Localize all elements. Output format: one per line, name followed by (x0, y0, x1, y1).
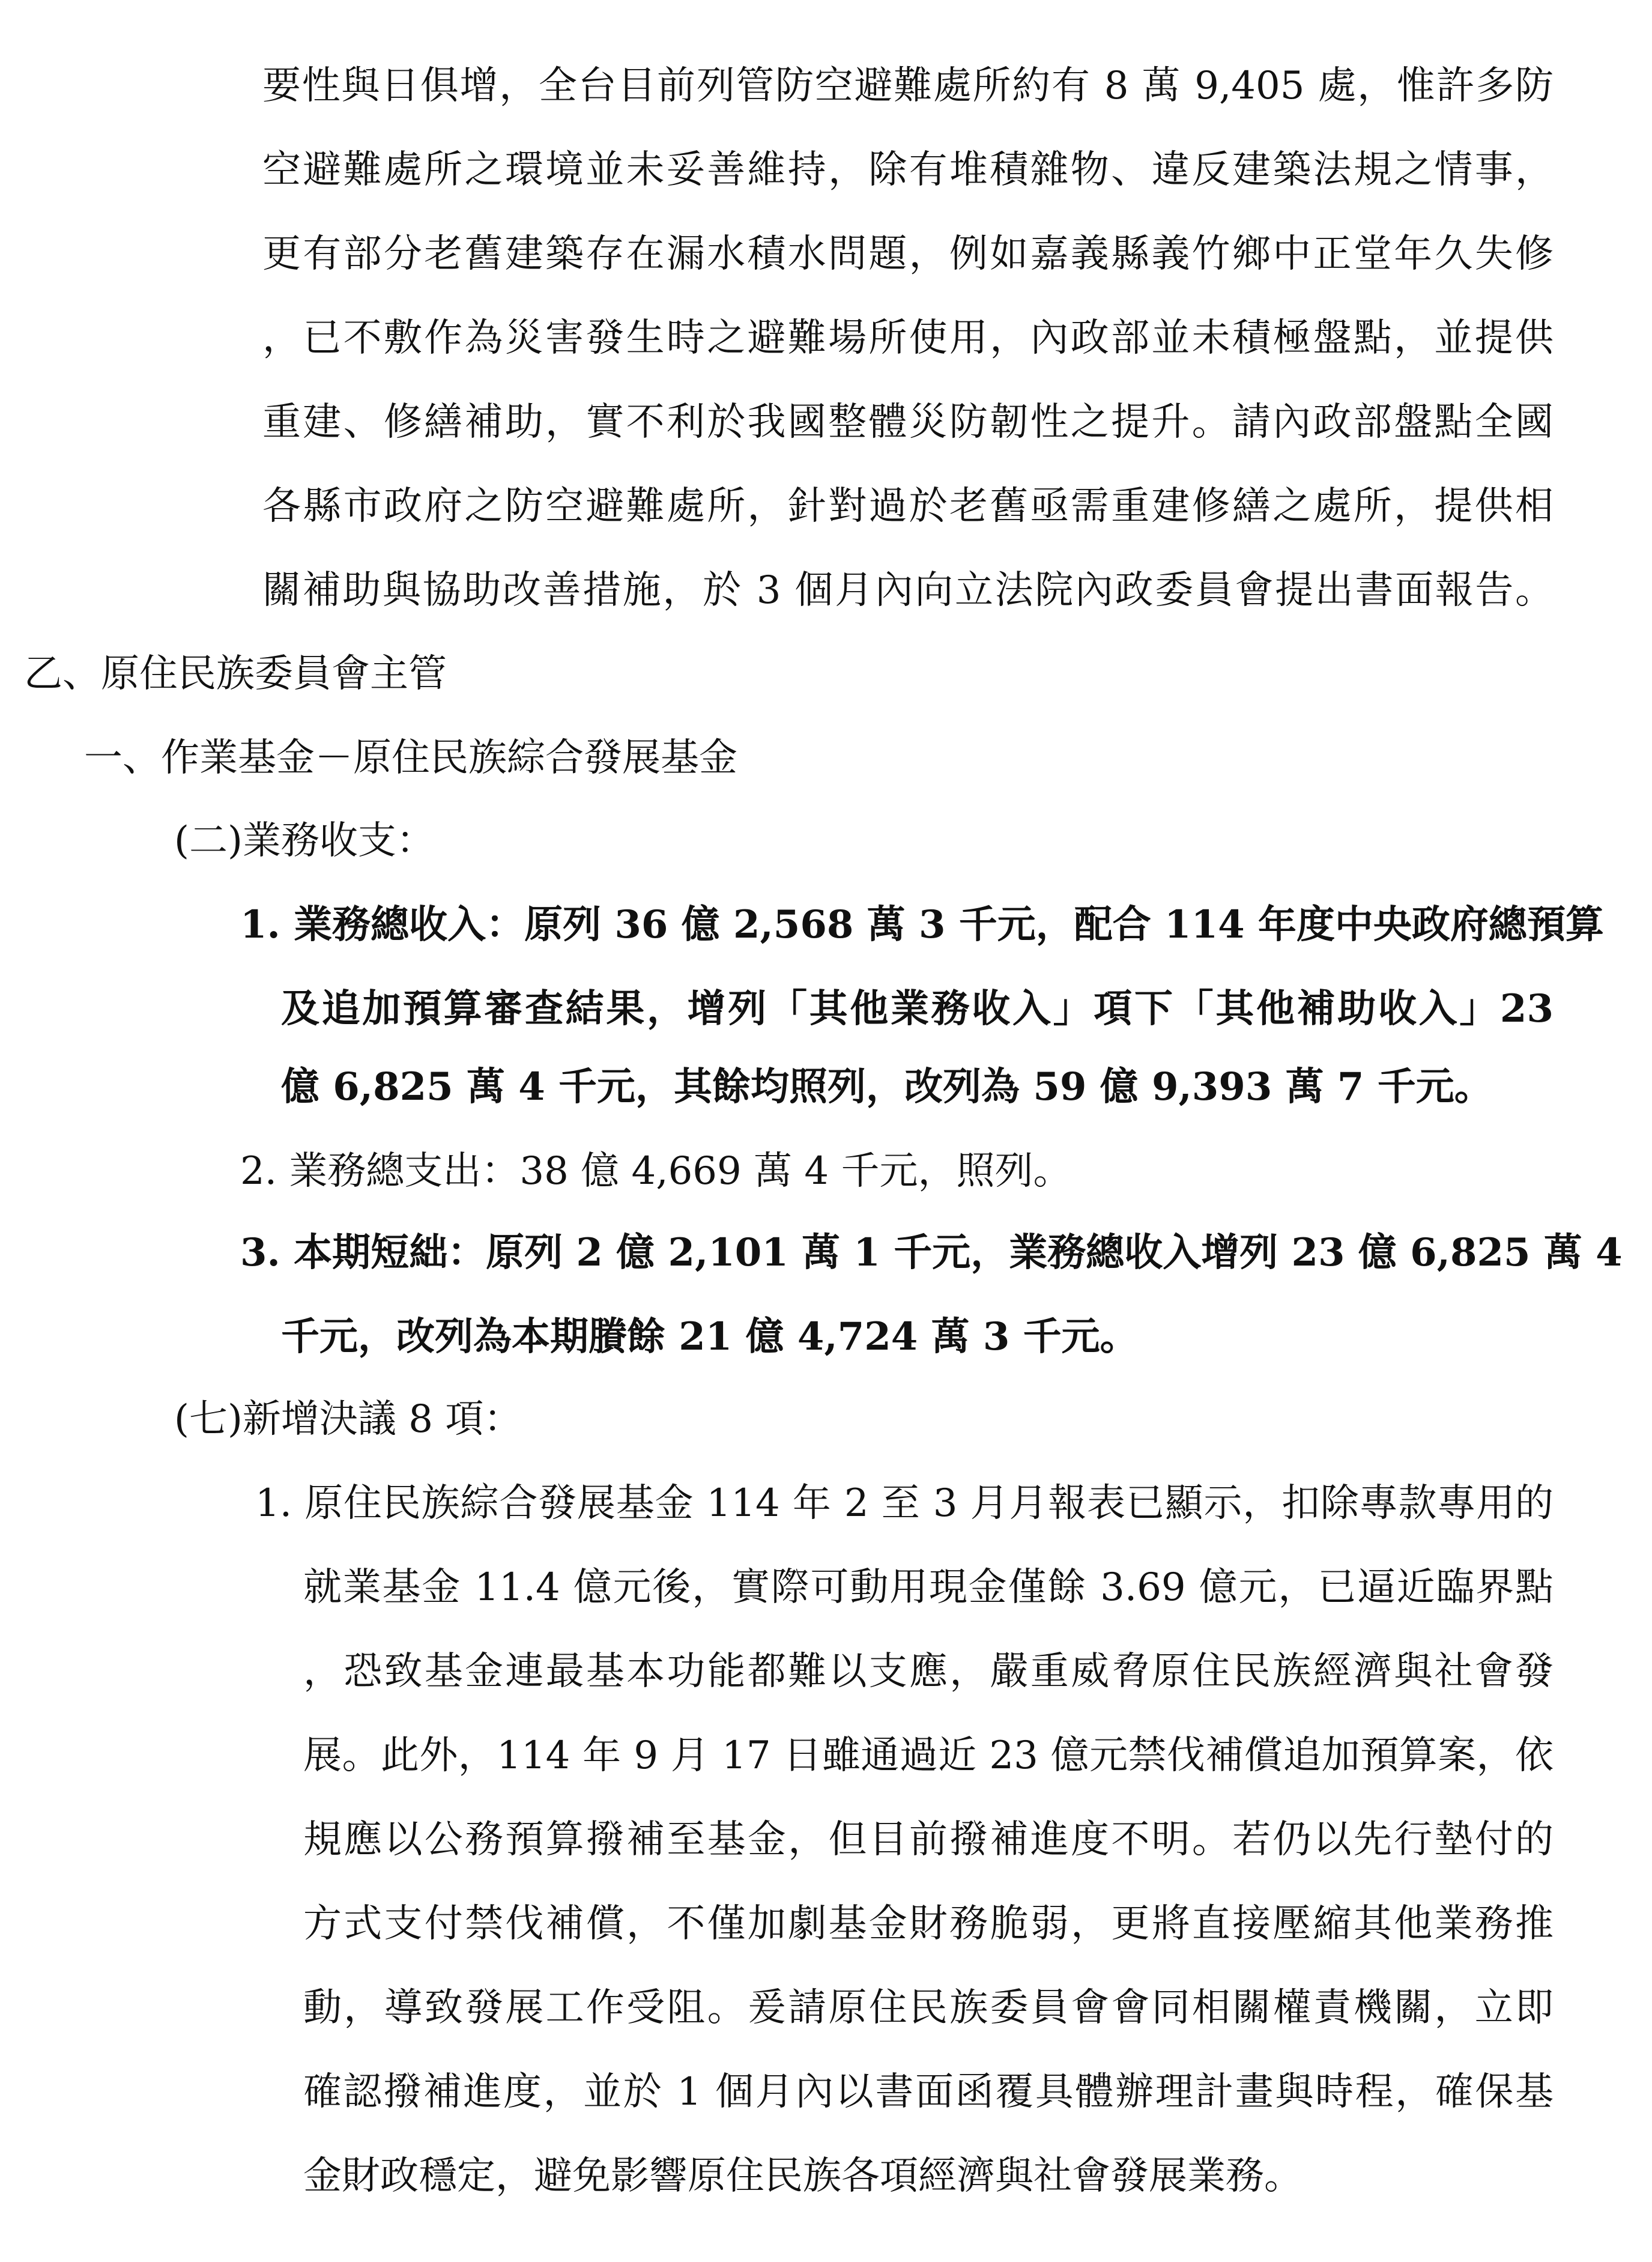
list-item-line: 展。此外，114 年 9 月 17 日雖通過近 23 億元禁伐補償追加預算案，依 (303, 1733, 1554, 1778)
list-item-line: 就業基金 11.4 億元後，實際可動用現金僅餘 3.69 億元，已逼近臨界點 (303, 1565, 1554, 1610)
paragraph-line: 更有部分老舊建築存在漏水積水問題，例如嘉義縣義竹鄉中正堂年久失修 (262, 232, 1554, 276)
subsection-heading: 一、作業基金－原住民族綜合發展基金 (84, 736, 737, 780)
list-item-line: 3. 本期短絀：原列 2 億 2,101 萬 1 千元，業務總收入增列 23 億 6,825 萬 4 (240, 1230, 1623, 1275)
list-item-line: 確認撥補進度，並於 1 個月內以書面函覆具體辦理計畫與時程，確保基 (303, 2070, 1554, 2114)
paragraph-line: 空避難處所之環境並未妥善維持，除有堆積雜物、違反建築法規之情事， (262, 148, 1554, 192)
section-heading: 乙、原住民族委員會主管 (24, 652, 447, 696)
paragraph-line: ，已不敷作為災害發生時之避難場所使用，內政部並未積極盤點，並提供 (262, 316, 1554, 360)
paragraph-line: 要性與日俱增，全台目前列管防空避難處所約有 8 萬 9,405 處，惟許多防 (262, 64, 1554, 108)
list-item-line: 1. 業務總收入：原列 36 億 2,568 萬 3 千元，配合 114 年度中央政府總預算 (240, 902, 1604, 947)
list-item-line: 2. 業務總支出：38 億 4,669 萬 4 千元，照列。 (240, 1149, 1072, 1193)
paragraph-line: 重建、修繕補助，實不利於我國整體災防韌性之提升。請內政部盤點全國 (262, 400, 1554, 444)
list-item-line: 方式支付禁伐補償，不僅加劇基金財務脆弱，更將直接壓縮其他業務推 (303, 1902, 1554, 1946)
list-item-line: 億 6,825 萬 4 千元，其餘均照列，改列為 59 億 9,393 萬 7 千元。 (281, 1064, 1493, 1109)
list-item-line: 金財政穩定，避免影響原住民族各項經濟與社會發展業務。 (303, 2154, 1303, 2198)
list-item-line: 1. 原住民族綜合發展基金 114 年 2 至 3 月月報表已顯示，扣除專款專用的 (255, 1481, 1554, 1526)
paragraph-line: 各縣市政府之防空避難處所，針對過於老舊亟需重建修繕之處所，提供相 (262, 484, 1554, 529)
list-item-line: 規應以公務預算撥補至基金，但目前撥補進度不明。若仍以先行墊付的 (303, 1818, 1554, 1862)
list-item-line: 千元，改列為本期賸餘 21 億 4,724 萬 3 千元。 (281, 1314, 1139, 1359)
list-item-line: 及追加預算審查結果，增列「其他業務收入」項下「其他補助收入」23 (281, 986, 1554, 1031)
business-heading: (二)業務收支： (174, 819, 435, 863)
resolutions-heading: (七)新增決議 8 項： (174, 1397, 522, 1442)
list-item-line: ，恐致基金連最基本功能都難以支應，嚴重威脅原住民族經濟與社會發 (303, 1649, 1554, 1694)
paragraph-line: 關補助與協助改善措施，於 3 個月內向立法院內政委員會提出書面報告。 (262, 568, 1554, 613)
list-item-line: 動，導致發展工作受阻。爰請原住民族委員會會同相關權責機關，立即 (303, 1986, 1554, 2030)
